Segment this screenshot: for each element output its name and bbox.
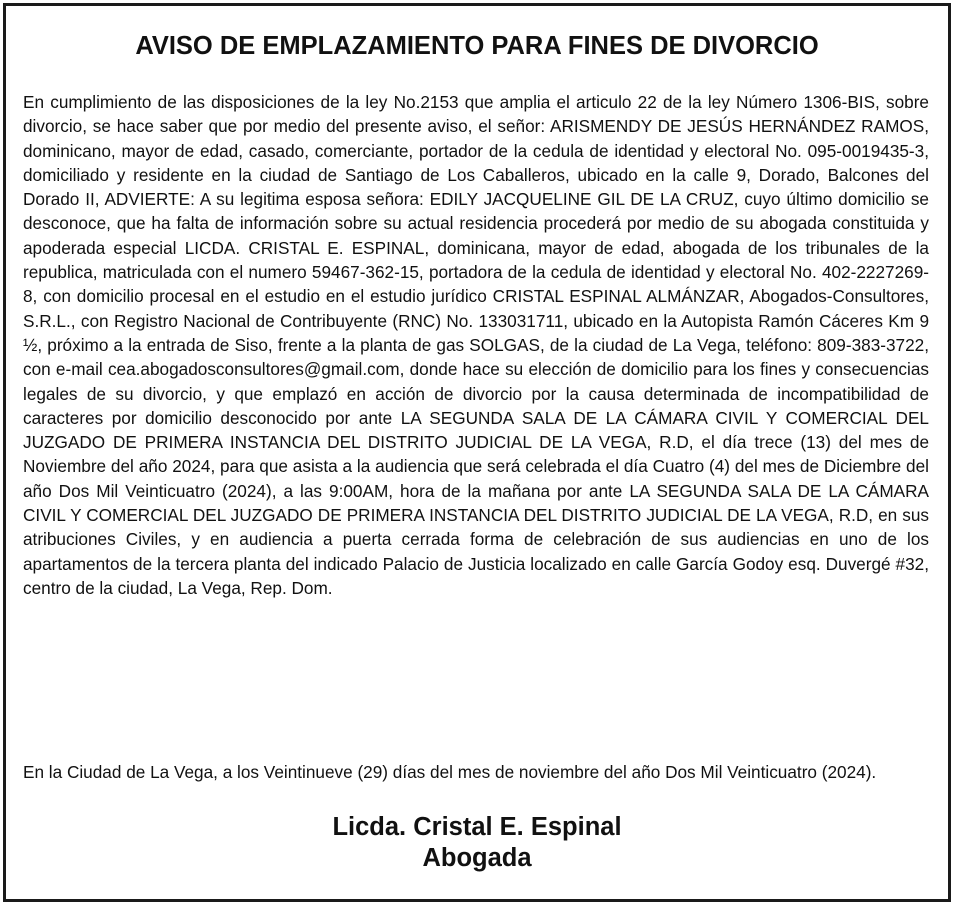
notice-body <box>23 90 929 600</box>
notice-closing-paragraph: En la Ciudad de La Vega, a los Veintinueve (29) días del mes de noviembre del año Dos Mil Veinticuatro (2024). <box>23 762 877 783</box>
notice-body-paragraph: En cumplimiento de las disposiciones de la ley No.2153 que amplia el articulo 22 de la ley Número 1306-BIS, sobre divorcio, se hace saber que por medio del presente aviso, el señor: ARISMENDY DE JESÚS HERNÁNDEZ RAMOS, dominicano, mayor de edad, casado, comerciante, portador de la cedula de identidad y electoral No. 095-0019435-3, domiciliado y residente en la ciudad de Santiago de Los Caballeros, ubicado en la calle 9, Dorado, Balcones del Dorado II, ADVIERTE: A su legitima esposa señora: EDILY JACQUELINE GIL DE LA CRUZ, cuyo último domicilio se desconoce, que ha falta de información sobre su actual residencia procederá por medio de su abogada constituida y apoderada especial LICDA. CRISTAL E. ESPINAL, dominicana, mayor de edad, abogada de los tribunales de la republica, matriculada con el numero 59467-362-15, portadora de la cedula de identidad y electoral No. 402-2227269-8, con domicilio procesal en el estudio en el estudio jurídico CRISTAL ESPINAL ALMÁNZAR, Abogados-Consultores, S.R.L., con Registro Nacional de Contribuyente (RNC) No. 133031711, ubicado en la Autopista Ramón Cáceres Km 9 ½, próximo a la entrada de Siso, frente a la planta de gas SOLGAS, de la ciudad de La Vega, teléfono: 809-383-3722, con e-mail cea.abogadosconsultores@gmail.com, donde hace su elección de domicilio para los fines y consecuencias legales de su divorcio, y que emplazó en acción de divorcio por la causa determinada de incompatibilidad de caracteres por domicilio desconocido por ante LA SEGUNDA SALA DE LA CÁMARA CIVIL Y COMERCIAL DEL JUZGADO DE PRIMERA INSTANCIA DEL DISTRITO JUDICIAL DE LA VEGA, R.D, el día trece (13) del mes de Noviembre del año 2024, para que asista a la audiencia que será celebrada el día Cuatro (4) del mes de Diciembre del año Dos Mil Veinticuatro (2024), a las 9:00AM, hora de la mañana por ante LA SEGUNDA SALA DE LA CÁMARA CIVIL Y COMERCIAL DEL JUZGADO DE PRIMERA INSTANCIA DEL DISTRITO JUDICIAL DE LA VEGA, R.D, en sus atribuciones Civiles, y en audiencia a puerta cerrada forma de celebración de sus audiencias en uno de los apartamentos de la tercera planta del indicado Palacio de Justicia localizado en calle García Godoy esq. Duvergé #32, centro de la ciudad, La Vega, Rep. Dom. <box>23 92 929 598</box>
signature-role: Abogada <box>422 844 532 872</box>
signature-name: Licda. Cristal E. Espinal <box>332 813 622 841</box>
notice-title: AVISO DE EMPLAZAMIENTO PARA FINES DE DIVORCIO <box>135 32 819 60</box>
notice-closing <box>23 743 929 802</box>
notice-frame <box>3 3 951 902</box>
signature-block <box>6 812 948 874</box>
